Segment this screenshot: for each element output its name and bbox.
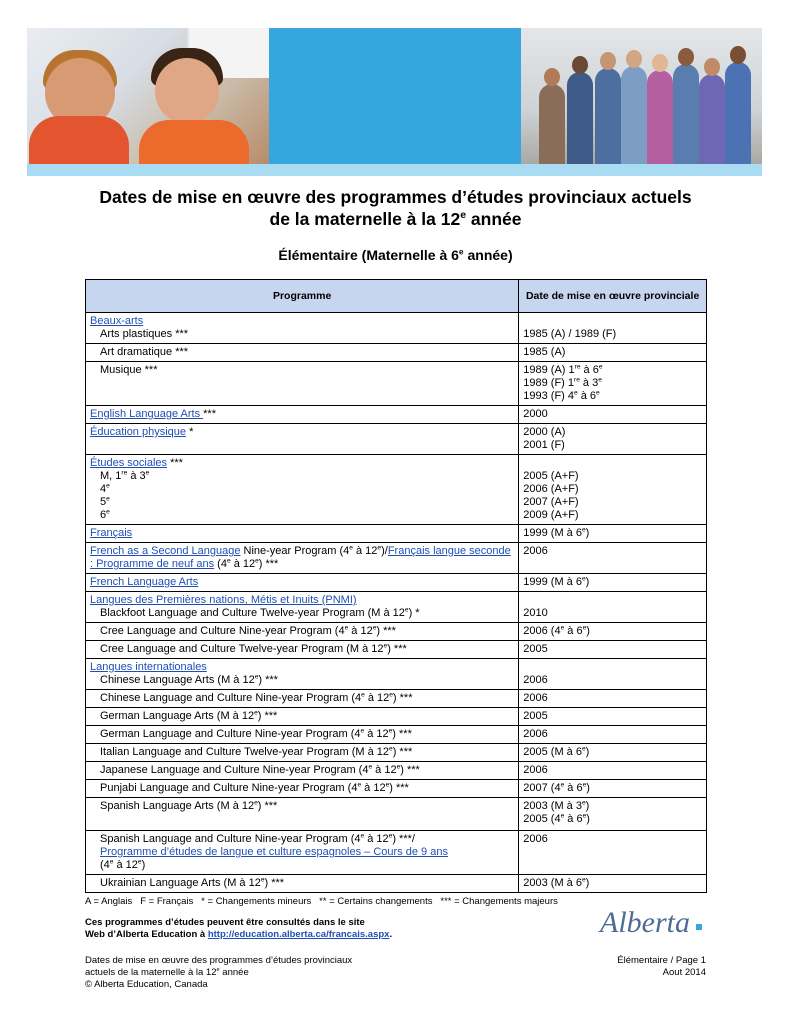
page-title bbox=[0, 186, 791, 230]
programs-table bbox=[85, 279, 707, 893]
resource-note: Ces programmes d’études peuvent être consultés dans le site Web d’Alberta Education à http://education.alberta.ca/francais.aspx. bbox=[85, 917, 393, 940]
header-banner bbox=[27, 28, 762, 176]
table-row bbox=[86, 362, 707, 406]
table-row: English Language Arts *** 2000 bbox=[86, 406, 707, 424]
banner-stripe bbox=[27, 164, 762, 176]
francais-langue-seconde-link[interactable]: Français langue seconde : Programme de neuf ans bbox=[90, 545, 511, 570]
program-date: 2006 bbox=[519, 726, 707, 744]
program-date: 2006 (4e à 6e) bbox=[519, 623, 707, 641]
banner-blue-block bbox=[269, 28, 521, 164]
column-header-program: Programme bbox=[86, 280, 519, 313]
table-row bbox=[86, 344, 707, 362]
table-row bbox=[86, 313, 707, 344]
alberta-logo-text: Alberta bbox=[600, 906, 690, 939]
alberta-logo bbox=[598, 902, 708, 942]
title-line-2: de la maternelle à la 12e année bbox=[269, 209, 522, 229]
program-date: 1999 (M à 6e) bbox=[519, 525, 707, 543]
program-date: 2006 bbox=[519, 690, 707, 708]
program-date: 1985 (A) / 1989 (F) bbox=[523, 328, 617, 340]
programme-espagnol-link[interactable]: Programme d’études de langue et culture espagnoles – Cours de 9 ans bbox=[100, 846, 448, 858]
program-date: 2006 bbox=[519, 831, 707, 875]
table-row: Spanish Language Arts (M à 12e) *** 2003 (M à 3e) 2005 (4e à 6e) bbox=[86, 798, 707, 831]
title-line-1: Dates de mise en œuvre des programmes d’études provinciaux actuels bbox=[99, 187, 692, 207]
children-painting-photo bbox=[27, 28, 269, 164]
english-language-arts-link[interactable]: English Language Arts bbox=[90, 408, 204, 420]
education-physique-link[interactable]: Éducation physique bbox=[90, 426, 187, 438]
table-row: Italian Language and Culture Twelve-year Program (M à 12e) *** 2005 (M à 6e) bbox=[86, 744, 707, 762]
program-date: 2003 (M à 3e) 2005 (4e à 6e) bbox=[519, 798, 707, 831]
french-second-language-link[interactable]: French as a Second Language bbox=[90, 545, 241, 557]
program-date: 1989 (A) 1re à 6e 1989 (F) 1re à 3e 1993 (F) 4e à 6e bbox=[519, 362, 707, 406]
table-row: German Language and Culture Nine-year Program (4e à 12e) *** 2006 bbox=[86, 726, 707, 744]
program-name: Arts plastiques *** bbox=[100, 328, 189, 340]
program-date: 2006 bbox=[519, 762, 707, 780]
legend: A = Anglais F = Français * = Changements mineurs ** = Certains changements *** = Changements majeurs bbox=[85, 896, 558, 907]
table-row: Éducation physique * 2000 (A) 2001 (F) bbox=[86, 424, 707, 455]
table-row bbox=[86, 525, 707, 543]
footer-document-info: Dates de mise en œuvre des programmes d’études provinciaux actuels de la maternelle à la 12e année © Alberta Education, Canada bbox=[85, 955, 353, 990]
program-date: 2000 bbox=[519, 406, 707, 424]
table-row: Japanese Language and Culture Nine-year Program (4e à 12e) *** 2006 bbox=[86, 762, 707, 780]
table-row: Langues internationales Chinese Language Arts (M à 12e) *** 2006 bbox=[86, 659, 707, 690]
table-row: Langues des Premières nations, Métis et Inuits (PNMI) Blackfoot Language and Culture Twelve-year Program (M à 12e) * 2010 bbox=[86, 592, 707, 623]
column-header-date: Date de mise en œuvre provinciale bbox=[519, 280, 707, 313]
program-date: 2006 bbox=[523, 674, 548, 686]
langues-internationales-link[interactable]: Langues internationales bbox=[90, 661, 207, 673]
francais-link[interactable]: Français bbox=[90, 527, 133, 539]
education-url-link[interactable]: http://education.alberta.ca/francais.aspx bbox=[207, 929, 390, 940]
table-row: German Language Arts (M à 12e) *** 2005 bbox=[86, 708, 707, 726]
french-language-arts-link[interactable]: French Language Arts bbox=[90, 576, 199, 588]
table-row: Spanish Language and Culture Nine-year Program (4e à 12e) ***/ Programme d’études de langue et culture espagnoles – Cours de 9 ans (4e à 12e) 2006 bbox=[86, 831, 707, 875]
students-group-photo bbox=[521, 28, 762, 164]
program-name: Musique *** bbox=[100, 364, 158, 376]
program-date: 2000 (A) 2001 (F) bbox=[519, 424, 707, 455]
program-date: 2010 bbox=[523, 607, 548, 619]
program-date: 2005 (A+F) 2006 (A+F) 2007 (A+F) 2009 (A+F) bbox=[519, 455, 707, 525]
program-date: 2003 (M à 6e) bbox=[519, 875, 707, 893]
table-row: Punjabi Language and Culture Nine-year Program (4e à 12e) *** 2007 (4e à 6e) bbox=[86, 780, 707, 798]
table-header-row bbox=[86, 280, 707, 313]
footer-page-info: Élémentaire / Page 1 Aout 2014 bbox=[617, 955, 706, 978]
table-row: Ukrainian Language Arts (M à 12e) *** 2003 (M à 6e) bbox=[86, 875, 707, 893]
program-date: 1999 (M à 6e) bbox=[519, 574, 707, 592]
table-row: Études sociales *** M, 1re à 3e 4e 5e 6e 2005 (A+F) 2006 (A+F) 2007 (A+F) 2009 (A+F) bbox=[86, 455, 707, 525]
table-row: Cree Language and Culture Twelve-year Program (M à 12e) *** 2005 bbox=[86, 641, 707, 659]
table-row: Cree Language and Culture Nine-year Program (4e à 12e) *** 2006 (4e à 6e) bbox=[86, 623, 707, 641]
section-subtitle: Élémentaire (Maternelle à 6e année) bbox=[278, 246, 513, 263]
table-row: Chinese Language and Culture Nine-year Program (4e à 12e) *** 2006 bbox=[86, 690, 707, 708]
program-date: 2007 (4e à 6e) bbox=[519, 780, 707, 798]
table-row bbox=[86, 574, 707, 592]
pnmi-link[interactable]: Langues des Premières nations, Métis et Inuits (PNMI) bbox=[90, 594, 357, 606]
program-date: 1985 (A) bbox=[519, 344, 707, 362]
table-row: French as a Second Language Nine-year Program (4e à 12e)/Français langue seconde : Programme de neuf ans (4e à 12e) *** 2006 bbox=[86, 543, 707, 574]
program-date: 2005 bbox=[519, 641, 707, 659]
etudes-sociales-link[interactable]: Études sociales bbox=[90, 457, 168, 469]
program-date: 2005 bbox=[519, 708, 707, 726]
program-name: Art dramatique *** bbox=[100, 346, 189, 358]
program-date: 2006 bbox=[519, 543, 707, 574]
beaux-arts-link[interactable]: Beaux-arts bbox=[90, 315, 144, 327]
program-date: 2005 (M à 6e) bbox=[519, 744, 707, 762]
